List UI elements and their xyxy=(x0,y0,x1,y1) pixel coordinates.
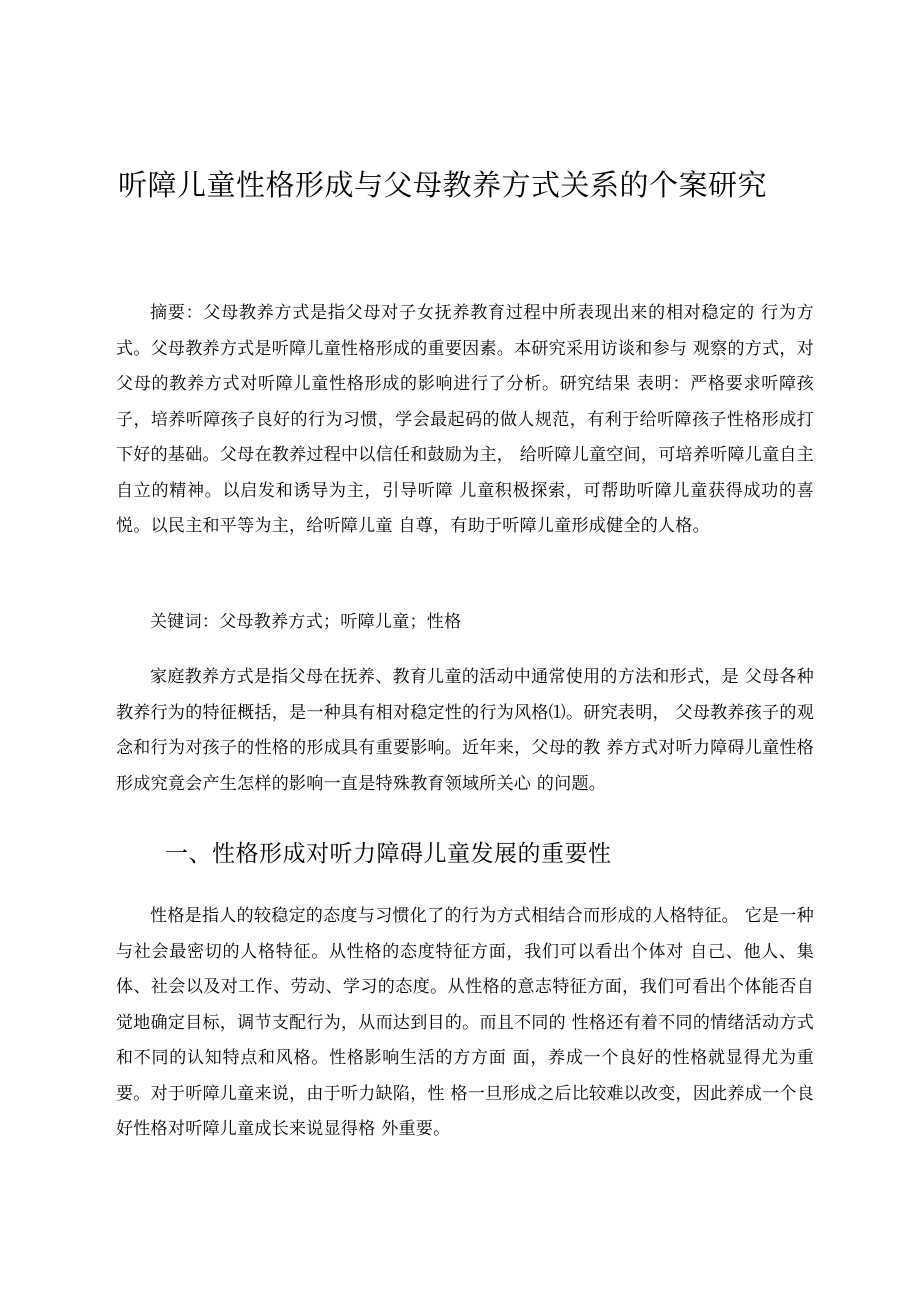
section-heading-1: 一、性格形成对听力障碍儿童发展的重要性 xyxy=(165,841,612,867)
section-1-paragraph: 性格是指人的较稳定的态度与习惯化了的行为方式相结合而形成的人格特征。 它是一种与社会最密切的人格特征。从性格的态度特征方面，我们可以看出个体对 自己、他人、集体、社会以及对工作、劳动、学习的态度。从性格的意志特征方面，我们可看出个体能否自觉地确定目标，调节支配行为，从而达到目的。而且不同的 性格还有着不同的情绪活动方式和不同的认知特点和风格。性格影响生活的方方面 面，养成一个良好的性格就显得尤为重要。对于听障儿童来说，由于听力缺陷，性 格一旦形成之后比较难以改变，因此养成一个良好性格对听障儿童成长来说显得格 外重要。 xyxy=(116,906,814,1139)
intro-paragraph: 家庭教养方式是指父母在抚养、教育儿童的活动中通常使用的方法和形式，是 父母各种教养行为的特征概括，是一种具有相对稳定性的行为风格⑴。研究表明， 父母教养孩子的观念和行为对孩子的性格的形成具有重要影响。近年来，父母的教 养方式对听力障碍儿童性格形成究竟会产生怎样的影响一直是特殊教育领域所关心 的问题。 xyxy=(116,667,814,794)
document-title: 听障儿童性格形成与父母教养方式关系的个案研究 xyxy=(118,168,768,202)
abstract-paragraph: 摘要：父母教养方式是指父母对子女抚养教育过程中所表现出来的相对稳定的 行为方式。父母教养方式是听障儿童性格形成的重要因素。本研究采用访谈和参与 观察的方式，对父母的教养方式对听障儿童性格形成的影响进行了分析。研究结果 表明：严格要求听障孩子，培养听障孩子良好的行为习惯，学会最起码的做人规范，有利于给听障孩子性格形成打下好的基础。父母在教养过程中以信任和鼓励为主， 给听障儿童空间，可培养听障儿童自主自立的精神。以启发和诱导为主，引导听障 儿童积极探索，可帮助听障儿童获得成功的喜悦。以民主和平等为主，给听障儿童 自尊，有助于听障儿童形成健全的人格。 xyxy=(116,303,814,536)
keywords-paragraph: 关键词：父母教养方式；听障儿童；性格 xyxy=(150,612,462,632)
